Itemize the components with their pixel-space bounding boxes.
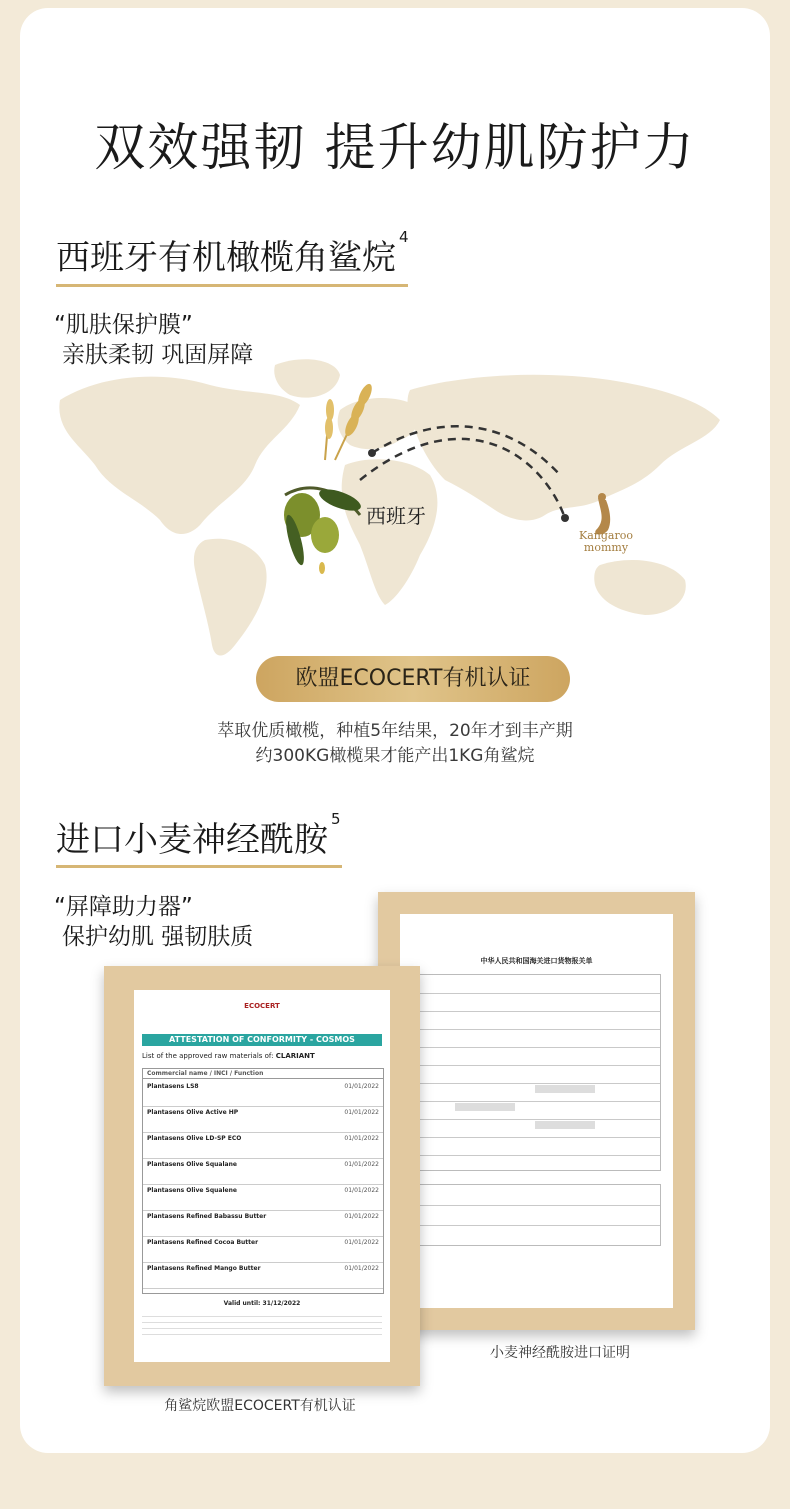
customs-footer-table	[414, 1184, 661, 1246]
cert-row-name: Plantasens Refined Mango Butter	[147, 1265, 261, 1272]
cert-table	[142, 1068, 384, 1294]
cert-table-row	[143, 1107, 383, 1133]
caption-ecocert-certificate: 角鲨烷欧盟ECOCERT有机认证	[164, 1398, 356, 1414]
cert-table-row	[143, 1159, 383, 1185]
section2-quote	[54, 892, 253, 952]
page-title: 双效强韧 提升幼肌防护力	[94, 119, 696, 178]
cert-valid-until: Valid until: 31/12/2022	[223, 1300, 301, 1307]
quote-line: “肌肤保护膜”	[54, 312, 193, 338]
africa-shape	[342, 459, 438, 605]
cert-table-row	[143, 1133, 383, 1159]
cert-row-name: Plantasens Olive Squalane	[147, 1161, 237, 1168]
customs-certificate-frame	[378, 892, 695, 1330]
ecocert-logo: ECOCERT	[244, 1002, 280, 1010]
cert-row-date: 01/01/2022	[344, 1239, 379, 1246]
footnote-ref: 4	[399, 228, 409, 246]
cert-footer-text	[142, 1312, 382, 1348]
quote-line: 保护幼肌 强韧肤质	[62, 924, 254, 950]
brand-logo	[576, 530, 636, 554]
cert-row-name: Plantasens Refined Babassu Butter	[147, 1213, 267, 1220]
south-america-shape	[194, 539, 267, 656]
destination-dot	[561, 514, 569, 522]
cert-table-row	[143, 1185, 383, 1211]
cert-row-date: 01/01/2022	[344, 1083, 379, 1090]
section1-underline	[56, 284, 408, 287]
cert-table-row	[143, 1237, 383, 1263]
quote-line: 亲肤柔韧 巩固屏障	[62, 342, 254, 368]
customs-table	[414, 974, 661, 1171]
greenland-shape	[274, 359, 340, 397]
origin-dot	[368, 449, 376, 457]
ecocert-document	[134, 990, 390, 1362]
cert-row-date: 01/01/2022	[344, 1135, 379, 1142]
brand-line: Kangaroo	[579, 529, 633, 542]
customs-doc-title: 中华人民共和国海关进口货物报关单	[480, 957, 593, 965]
customs-document	[400, 914, 673, 1308]
cert-list-prefix: List of the approved raw materials of:	[142, 1052, 274, 1060]
cert-company: CLARIANT	[275, 1052, 315, 1060]
brand-line: mommy	[583, 541, 629, 554]
cert-row-date: 01/01/2022	[344, 1161, 379, 1168]
cert-row-name: Plantasens Olive Squalene	[147, 1187, 237, 1194]
section1-heading-text: 西班牙有机橄榄角鲨烷	[56, 238, 396, 278]
cert-row-date: 01/01/2022	[344, 1213, 379, 1220]
australia-shape	[594, 560, 686, 615]
cert-row-name: Plantasens LS8	[147, 1083, 199, 1090]
section2-heading	[56, 812, 341, 861]
cert-table-row	[143, 1211, 383, 1237]
section2-heading-text: 进口小麦神经酰胺	[56, 820, 328, 860]
cert-list-title	[142, 1052, 315, 1060]
section1-desc-line2: 约300KG橄榄果才能产出1KG角鲨烷	[255, 746, 535, 766]
north-america-shape	[59, 377, 300, 534]
cert-col-header: Commercial name / INCI / Function	[143, 1069, 383, 1079]
ecocert-certificate-frame	[104, 966, 420, 1386]
cert-table-row	[143, 1081, 383, 1107]
cert-row-name: Plantasens Olive Active HP	[147, 1109, 239, 1116]
olive-icon	[282, 485, 363, 574]
section2-underline	[56, 865, 342, 868]
cert-table-row	[143, 1263, 383, 1289]
asia-shape	[408, 375, 720, 521]
caption-customs-certificate: 小麦神经酰胺进口证明	[490, 1345, 630, 1361]
section1-desc-line1: 萃取优质橄榄，种植5年结果，20年才到丰产期	[217, 721, 573, 741]
cert-row-date: 01/01/2022	[344, 1109, 379, 1116]
cert-banner: ATTESTATION OF CONFORMITY - COSMOS	[142, 1034, 382, 1046]
cert-row-name: Plantasens Refined Cocoa Butter	[147, 1239, 259, 1246]
cert-row-date: 01/01/2022	[344, 1265, 379, 1272]
footnote-ref: 5	[331, 810, 341, 828]
ecocert-pill: 欧盟ECOCERT有机认证	[256, 656, 570, 702]
section1-heading	[56, 230, 409, 279]
cert-row-name: Plantasens Olive LD-SP ECO	[147, 1135, 242, 1142]
map-label-spain: 西班牙	[366, 504, 426, 528]
quote-line: “屏障助力器”	[54, 894, 193, 920]
cert-row-date: 01/01/2022	[344, 1187, 379, 1194]
